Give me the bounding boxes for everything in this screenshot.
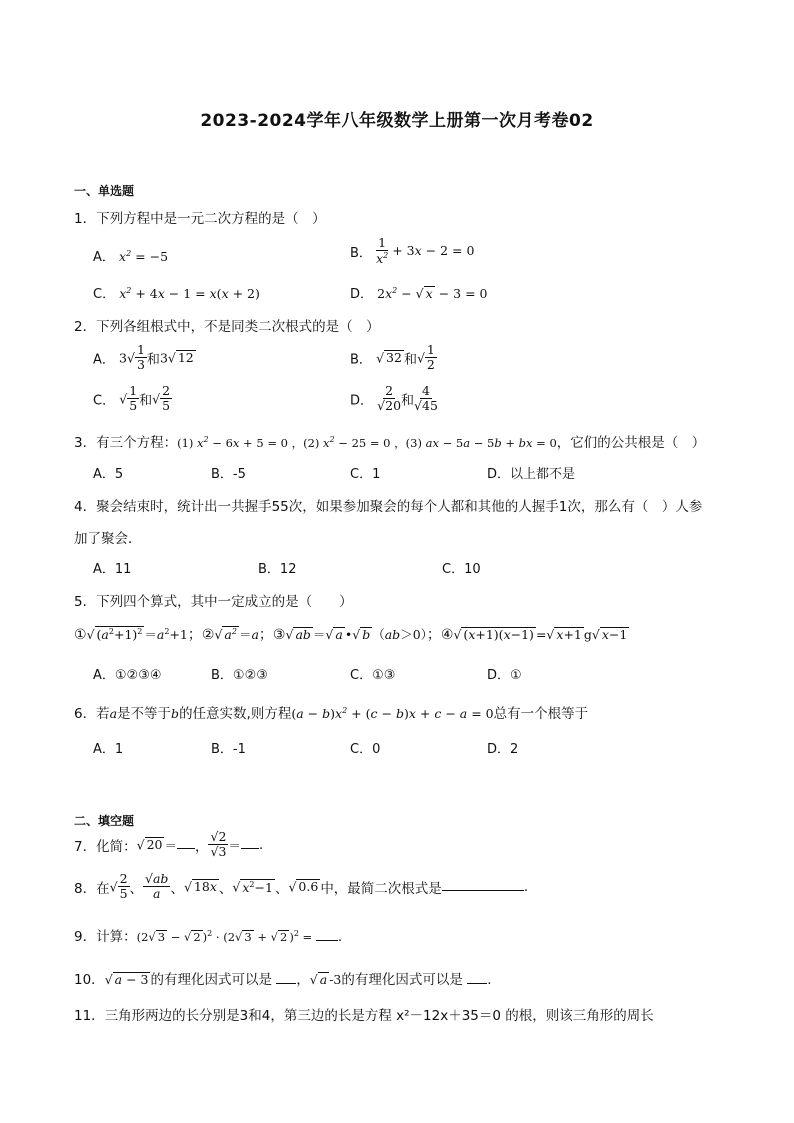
question-6-stem: 6．若a是不等于b的任意实数,则方程$(a - b)x^2 + (c - b)x + c - a = 0$总有一个根等于 bbox=[74, 705, 589, 722]
q1-option-c: C． $x^2 + 4x - 1 = x(x + 2)$ bbox=[93, 285, 260, 302]
q1-option-b: B． $\frac{1}{x^2}$ + 3x − 2 = 0 bbox=[350, 235, 475, 267]
q6-option-d: D．2 bbox=[487, 742, 519, 757]
q1-option-a: A． $x^2 = -5$ bbox=[93, 248, 169, 265]
question-11-stem: 11．三角形两边的长分别是3和4，第三边的长是方程 x²－12x＋35＝0 的根，则该三角形的周长 bbox=[74, 1008, 654, 1024]
q4-option-c: C．10 bbox=[442, 562, 481, 577]
page-title: 2023-2024学年八年级数学上册第一次月考卷02 bbox=[200, 111, 594, 131]
question-5-stem: 5．下列四个算式，其中一定成立的是（ ） bbox=[74, 594, 353, 610]
section-heading-single-choice: 一、单选题 bbox=[74, 184, 135, 198]
question-2-stem: 2．下列各组根式中，不是同类二次根式的是（ ） bbox=[74, 319, 380, 335]
question-1-stem: 1．下列方程中是一元二次方程的是（ ） bbox=[74, 211, 326, 227]
q2-option-c: C． √ $\frac{1}{5}$ 和√ $\frac{2}{5}$ bbox=[93, 383, 171, 414]
q5-option-d: D．① bbox=[487, 668, 522, 683]
q6-option-b: B．-1 bbox=[211, 742, 246, 757]
question-7-stem: 7．化简：√ 20 ＝ ， $\frac{√2}{√3}$ ＝ . bbox=[74, 829, 264, 860]
q3-option-b: B．-5 bbox=[211, 467, 246, 482]
q5-option-b: B．①②③ bbox=[211, 668, 268, 683]
q3-option-d: D．以上都不是 bbox=[487, 467, 576, 482]
q1-option-d: D． $2x^2$ − √ x − 3 = 0 bbox=[350, 285, 488, 302]
q4-option-b: B．12 bbox=[258, 562, 297, 577]
question-9-stem: 9．计算：(2√ 3 − √ 2 )$^2$ · (2√ 3 + √ 2 )$^2$ = . bbox=[74, 929, 343, 945]
q5-option-c: C．①③ bbox=[350, 668, 396, 683]
q2-option-d: D． $\frac{2}{√20}$ 和 $\frac{4}{√45}$ bbox=[350, 383, 438, 414]
q3-option-a: A．5 bbox=[93, 467, 124, 482]
q2-option-b: B． √ 32 和√ $\frac{1}{2}$ bbox=[350, 342, 435, 373]
q5-option-a: A．①②③④ bbox=[93, 668, 162, 683]
question-4-line-2: 加了聚会． bbox=[74, 531, 142, 547]
section-heading-fill-blank: 二、填空题 bbox=[74, 814, 135, 828]
q6-option-c: C．0 bbox=[350, 742, 381, 757]
question-10-stem: 10．√ a − 3 的有理化因式可以是 ，√ a -3的有理化因式可以是 . bbox=[74, 972, 492, 988]
q3-option-c: C．1 bbox=[350, 467, 381, 482]
question-8-stem: 8．在√ $\frac{2}{5}$ 、 $\frac{√ab}{a}$ 、√ 18x 、√ $x^2-1$ 、√ 0.6 中，最简二次根式是 . bbox=[74, 871, 529, 902]
q6-option-a: A．1 bbox=[93, 742, 124, 757]
q4-option-a: A．11 bbox=[93, 562, 132, 577]
question-5-formulas: ①√ $(a^2+1)^2 =a^2+1$；②√ $a^2 =a$；③√ ab ＝√ a •√ b （ab＞0）；④√ (x+1)(x−1) =√ x+1 g√ x−1 bbox=[74, 626, 628, 643]
question-4-line-1: 4．聚会结束时，统计出一共握手55次，如果参加聚会的每个人都和其他的人握手1次，那么有（ ）人参 bbox=[74, 499, 703, 515]
q2-option-a: A． 3√ $\frac{1}{3}$ 和3√ 12 bbox=[93, 342, 194, 373]
question-3-stem: 3．有三个方程：(1) $x^2 - 6x + 5 = 0$ ，(2) $x^2 - 25 = 0$ ，(3) ax − 5a − 5b + bx = 0，它们的公共根是（ ） bbox=[74, 435, 706, 451]
